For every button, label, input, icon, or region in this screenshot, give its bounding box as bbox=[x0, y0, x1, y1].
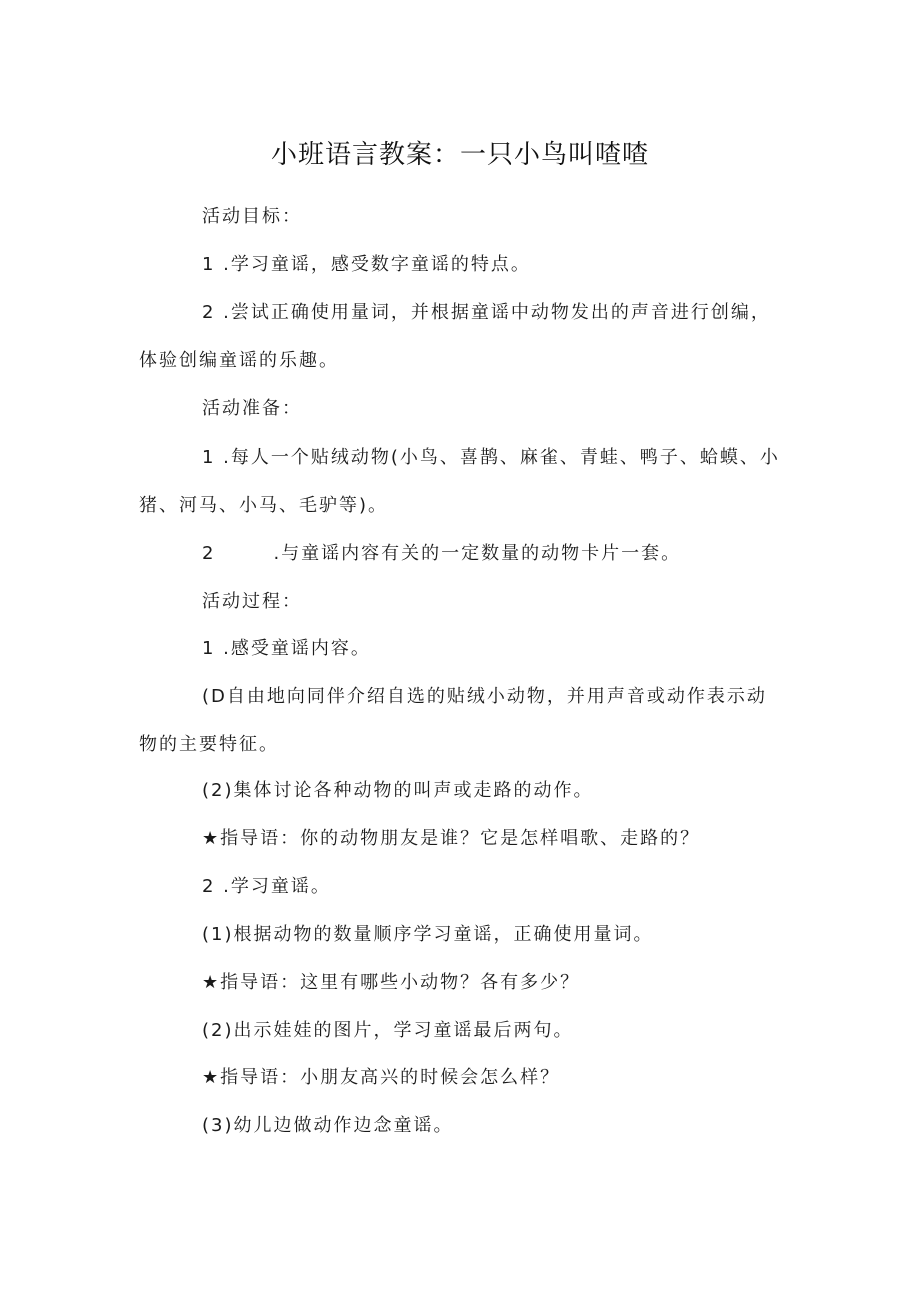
section-heading-goals: 活动目标： bbox=[202, 206, 302, 227]
paragraph-line: 2 .尝试正确使用量词，并根据童谣中动物发出的声音进行创编， bbox=[202, 302, 771, 323]
paragraph-line: (2)集体讨论各种动物的叫声或走路的动作。 bbox=[202, 780, 594, 801]
paragraph-line: 猪、河马、小马、毛驴等)。 bbox=[139, 495, 389, 516]
paragraph-line: 物的主要特征。 bbox=[139, 734, 279, 755]
section-heading-process: 活动过程： bbox=[202, 591, 302, 612]
paragraph-line: (3)幼儿边做动作边念童谣。 bbox=[202, 1115, 454, 1136]
list-number: 2 bbox=[202, 543, 216, 564]
paragraph-line: (2)出示娃娃的图片，学习童谣最后两句。 bbox=[202, 1020, 574, 1041]
paragraph-line: (1)根据动物的数量顺序学习童谣，正确使用量词。 bbox=[202, 924, 654, 945]
paragraph-line: 1 .每人一个贴绒动物(小鸟、喜鹊、麻雀、青蛙、鸭子、蛤蟆、小 bbox=[202, 447, 780, 468]
guidance-line: ★指导语：你的动物朋友是谁？它是怎样唱歌、走路的？ bbox=[202, 828, 701, 849]
paragraph-line: 1 .学习童谣，感受数字童谣的特点。 bbox=[202, 254, 531, 275]
paragraph-line: 2 .学习童谣。 bbox=[202, 876, 331, 897]
page-title: 小班语言教案：一只小鸟叫喳喳 bbox=[270, 140, 649, 170]
paragraph-line: (D自由地向同伴介绍自选的贴绒小动物，并用声音或动作表示动 bbox=[202, 686, 767, 707]
guidance-line: ★指导语：这里有哪些小动物？各有多少？ bbox=[202, 972, 581, 993]
section-heading-preparation: 活动准备： bbox=[202, 398, 302, 419]
guidance-line: ★指导语：小朋友高兴的时候会怎么样？ bbox=[202, 1067, 561, 1088]
paragraph-line bbox=[202, 539, 681, 565]
paragraph-line: 体验创编童谣的乐趣。 bbox=[139, 350, 339, 371]
list-text: .与童谣内容有关的一定数量的动物卡片一套。 bbox=[273, 543, 682, 564]
paragraph-line: 1 .感受童谣内容。 bbox=[202, 638, 371, 659]
